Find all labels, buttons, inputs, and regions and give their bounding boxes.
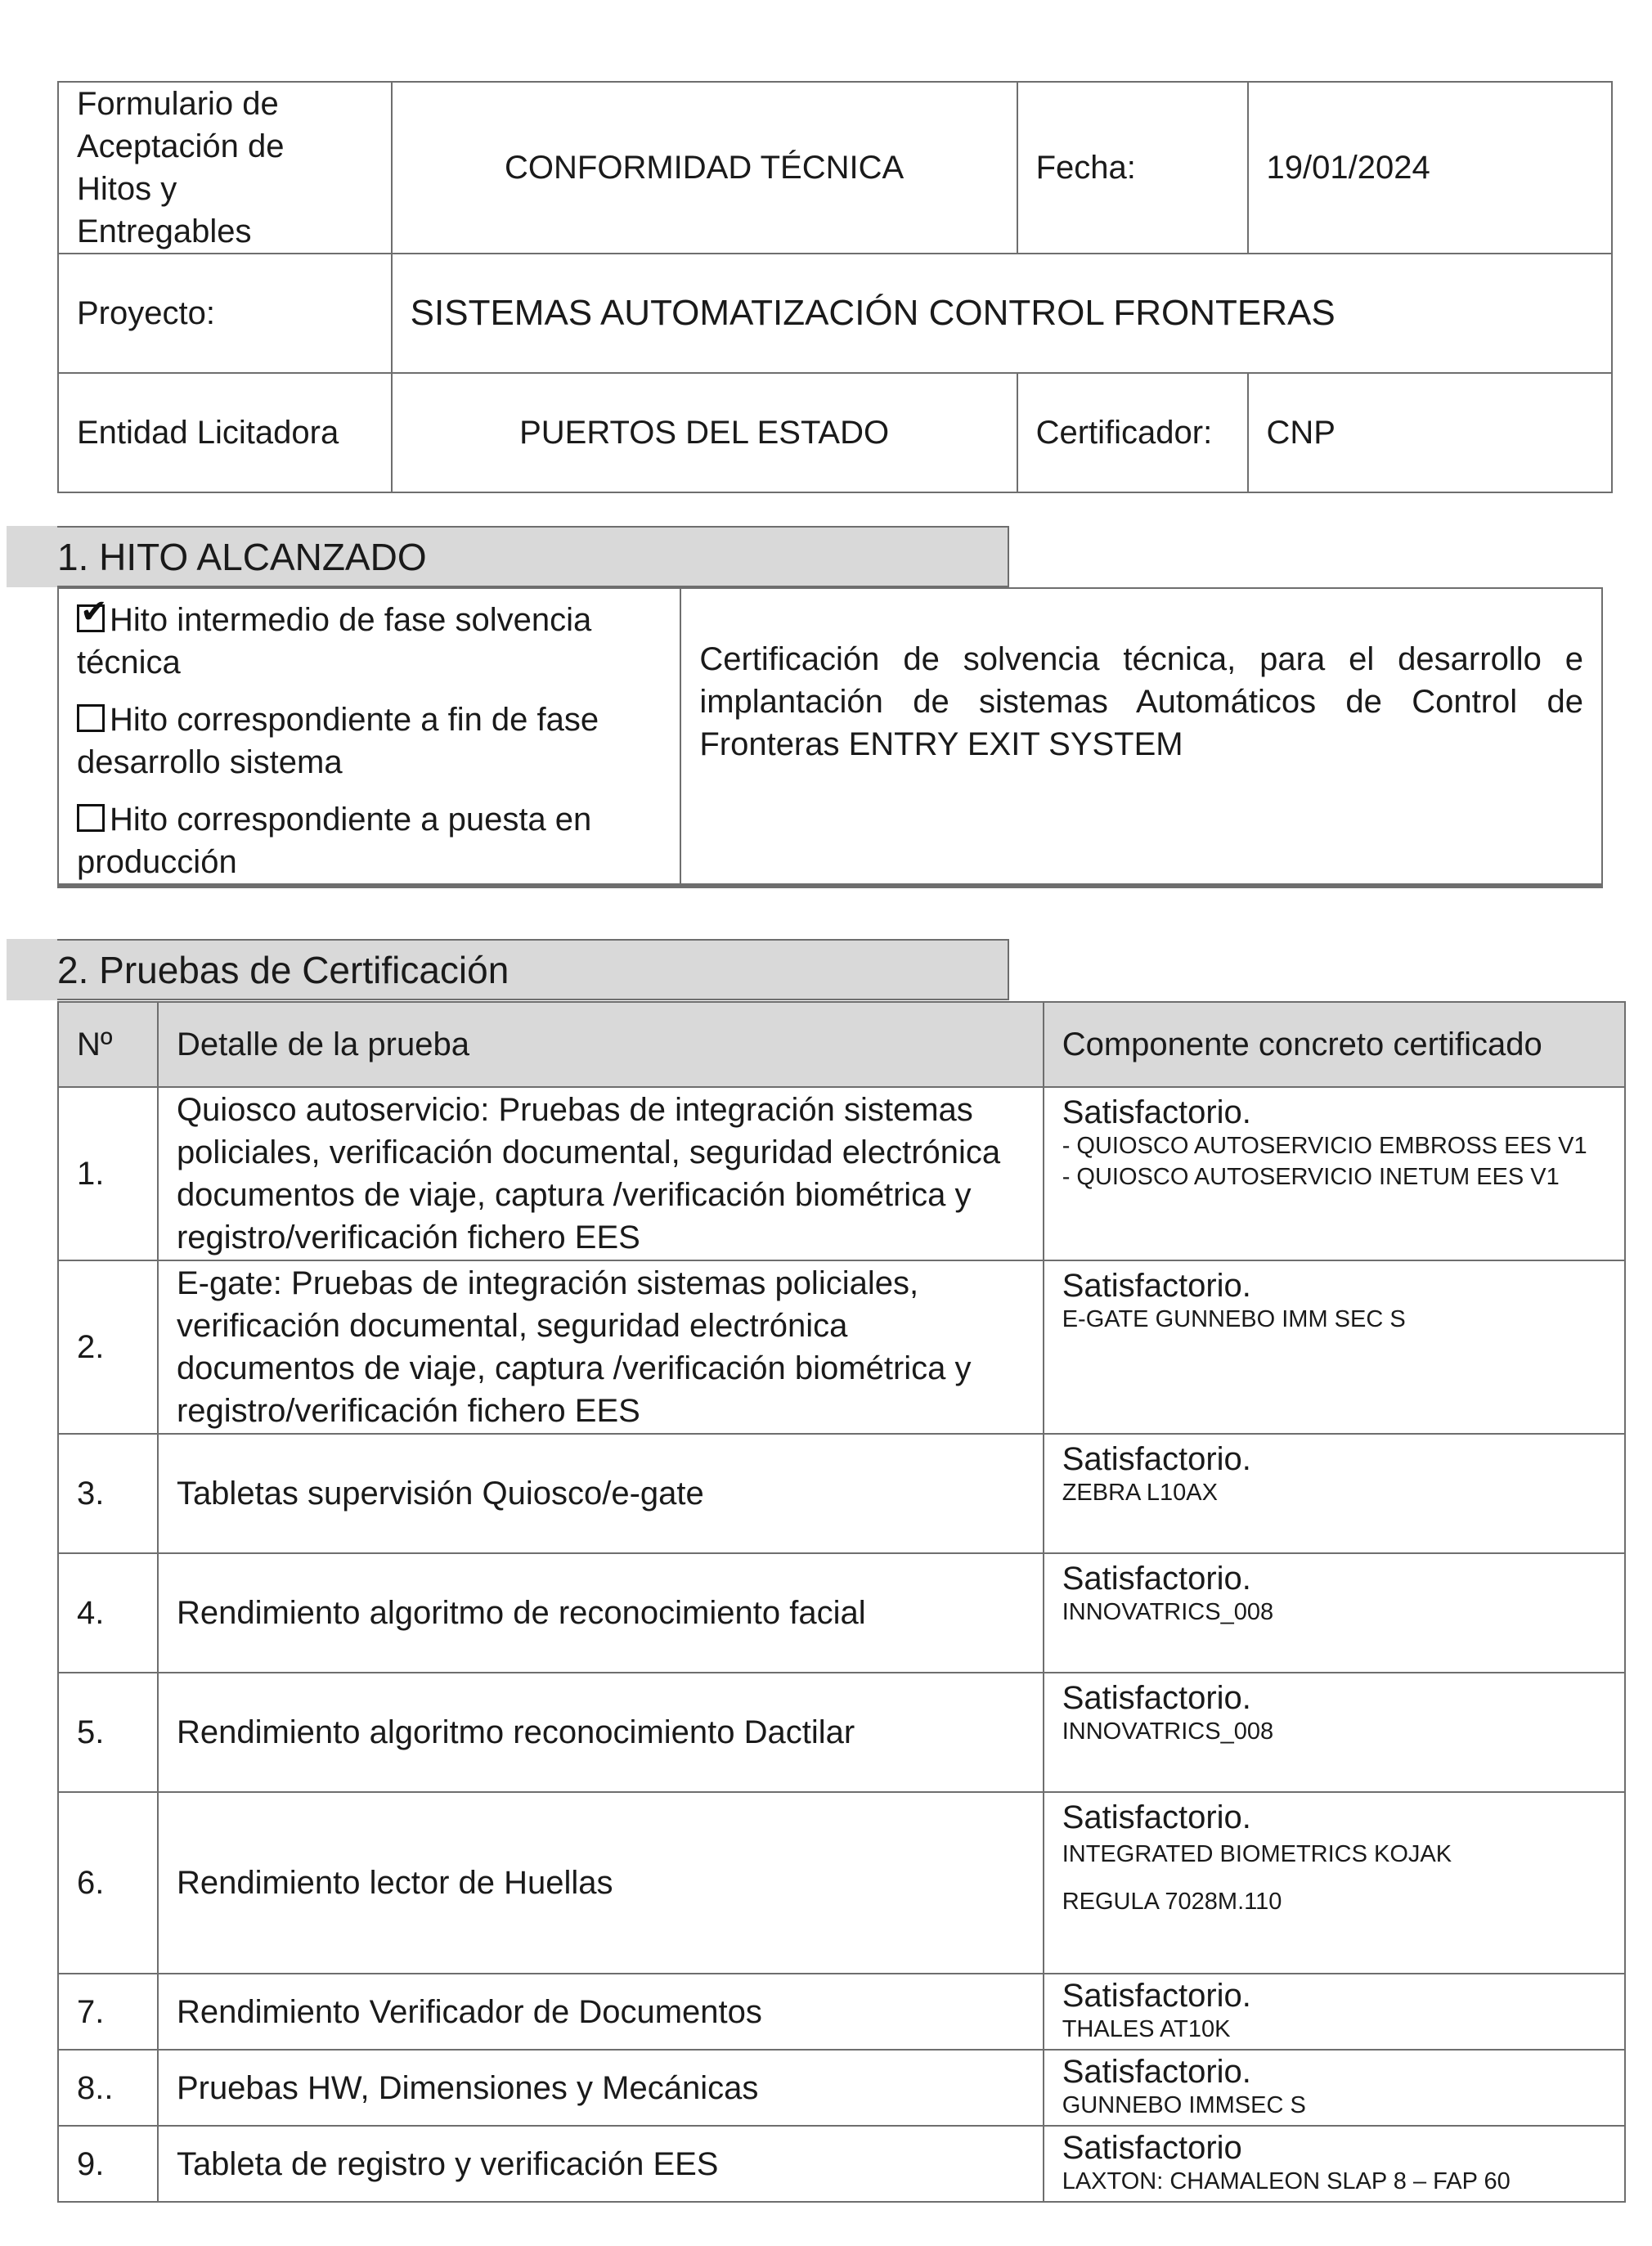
table-row xyxy=(58,1434,1625,1553)
row-component xyxy=(1044,1553,1625,1673)
row-num: 4. xyxy=(58,1553,158,1673)
row-component-item: INNOVATRICS_008 xyxy=(1062,1599,1274,1625)
entity-label: Entidad Licitadora xyxy=(58,373,392,492)
column-header-component: Componente concreto certificado xyxy=(1044,1002,1625,1087)
column-header-num: Nº xyxy=(58,1002,158,1087)
date-value: 19/01/2024 xyxy=(1248,82,1613,254)
project-value: SISTEMAS AUTOMATIZACIÓN CONTROL FRONTERAS xyxy=(392,254,1612,373)
row-result: Satisfactorio. xyxy=(1062,1680,1251,1716)
entity-value: PUERTOS DEL ESTADO xyxy=(392,373,1017,492)
row-num: 1. xyxy=(58,1087,158,1260)
checkbox-icon[interactable] xyxy=(77,804,105,832)
row-component-item: REGULA 7028M.110 xyxy=(1062,1889,1282,1915)
row-result: Satisfactorio. xyxy=(1062,1799,1251,1835)
row-detail: Quiosco autoservicio: Pruebas de integración sistemas policiales, verificación documental, seguridad electrónica documentos de viaje, captura /verificación biométrica y registro/verificación fichero EES xyxy=(158,1087,1044,1260)
table-row xyxy=(58,2050,1625,2126)
table-row xyxy=(58,1087,1625,1260)
row-component xyxy=(1044,2050,1625,2126)
table-row xyxy=(58,1673,1625,1792)
row-component-item: GUNNEBO IMMSEC S xyxy=(1062,2092,1306,2118)
row-detail: E-gate: Pruebas de integración sistemas policiales, verificación documental, seguridad electrónica documentos de viaje, captura /verificación biométrica y registro/verificación fichero EES xyxy=(158,1260,1044,1434)
row-detail: Rendimiento lector de Huellas xyxy=(158,1792,1044,1974)
row-component xyxy=(1044,1974,1625,2050)
project-label: Proyecto: xyxy=(58,254,392,373)
table-row xyxy=(58,1260,1625,1434)
row-detail: Tableta de registro y verificación EES xyxy=(158,2126,1044,2202)
date-label: Fecha: xyxy=(1017,82,1248,254)
row-num: 3. xyxy=(58,1434,158,1553)
section2-marker xyxy=(7,939,57,1000)
row-component xyxy=(1044,1673,1625,1792)
row-num: 2. xyxy=(58,1260,158,1434)
hito-option-3-label: Hito correspondiente a puesta en producción xyxy=(77,802,592,880)
table-header-row xyxy=(58,1002,1625,1087)
row-num: 9. xyxy=(58,2126,158,2202)
section1-marker xyxy=(7,526,57,587)
row-detail: Tabletas supervisión Quiosco/e-gate xyxy=(158,1434,1044,1553)
section1-title: 1. HITO ALCANZADO xyxy=(57,526,1009,587)
row-num: 5. xyxy=(58,1673,158,1792)
row-detail: Pruebas HW, Dimensiones y Mecánicas xyxy=(158,2050,1044,2126)
hito-option-1-label: Hito intermedio de fase solvencia técnica xyxy=(77,602,592,681)
column-header-detail: Detalle de la prueba xyxy=(158,1002,1044,1087)
row-num: 7. xyxy=(58,1974,158,2050)
hito-option-3[interactable] xyxy=(77,798,662,883)
hito-option-2[interactable] xyxy=(77,699,662,784)
hito-options xyxy=(58,588,680,886)
row-component xyxy=(1044,1434,1625,1553)
row-num: 6. xyxy=(58,1792,158,1974)
row-component-item: THALES AT10K xyxy=(1062,2016,1231,2042)
row-component-item: INNOVATRICS_008 xyxy=(1062,1718,1274,1745)
row-result: Satisfactorio xyxy=(1062,2130,1242,2166)
hito-description: Certificación de solvencia técnica, para el desarrollo e implantación de sistemas Automáticos de Control de Fronteras ENTRY EXIT SYSTEM xyxy=(680,588,1602,886)
row-component xyxy=(1044,1087,1625,1260)
row-result: Satisfactorio. xyxy=(1062,1094,1251,1130)
row-result: Satisfactorio. xyxy=(1062,1561,1251,1597)
certifier-value: CNP xyxy=(1248,373,1613,492)
row-detail: Rendimiento Verificador de Documentos xyxy=(158,1974,1044,2050)
checkbox-icon[interactable] xyxy=(77,704,105,732)
row-component-item: E-GATE GUNNEBO IMM SEC S xyxy=(1062,1306,1406,1332)
table-row xyxy=(58,1974,1625,2050)
header-table xyxy=(57,81,1613,493)
row-result: Satisfactorio. xyxy=(1062,1978,1251,2014)
row-result: Satisfactorio. xyxy=(1062,2054,1251,2090)
section2-title: 2. Pruebas de Certificación xyxy=(57,939,1009,1000)
row-component xyxy=(1044,1260,1625,1434)
header-row-entity xyxy=(58,373,1612,492)
hito-table xyxy=(57,587,1603,888)
checkbox-checked-icon[interactable]: ✔ xyxy=(77,604,105,632)
row-num: 8.. xyxy=(58,2050,158,2126)
row-component-item: - QUIOSCO AUTOSERVICIO EMBROSS EES V1 xyxy=(1062,1133,1587,1159)
form-type: CONFORMIDAD TÉCNICA xyxy=(392,82,1017,254)
hito-row xyxy=(58,588,1602,886)
form-label: Formulario de Aceptación de Hitos y Entregables xyxy=(58,82,392,254)
pruebas-table xyxy=(57,1001,1626,2203)
row-component xyxy=(1044,2126,1625,2202)
certifier-label: Certificador: xyxy=(1017,373,1248,492)
table-row xyxy=(58,2126,1625,2202)
row-detail: Rendimiento algoritmo de reconocimiento facial xyxy=(158,1553,1044,1673)
table-row xyxy=(58,1553,1625,1673)
row-component-item: ZEBRA L10AX xyxy=(1062,1480,1218,1506)
table-row xyxy=(58,1792,1625,1974)
hito-option-1[interactable] xyxy=(77,593,662,684)
header-row-form xyxy=(58,82,1612,254)
header-row-project xyxy=(58,254,1612,373)
row-result: Satisfactorio. xyxy=(1062,1441,1251,1477)
row-detail: Rendimiento algoritmo reconocimiento Dactilar xyxy=(158,1673,1044,1792)
row-component-item: - QUIOSCO AUTOSERVICIO INETUM EES V1 xyxy=(1062,1164,1560,1190)
row-result: Satisfactorio. xyxy=(1062,1268,1251,1304)
row-component-item: LAXTON: CHAMALEON SLAP 8 – FAP 60 xyxy=(1062,2168,1511,2194)
row-component xyxy=(1044,1792,1625,1974)
row-component-item: INTEGRATED BIOMETRICS KOJAK xyxy=(1062,1841,1452,1867)
hito-option-2-label: Hito correspondiente a fin de fase desarrollo sistema xyxy=(77,702,599,780)
